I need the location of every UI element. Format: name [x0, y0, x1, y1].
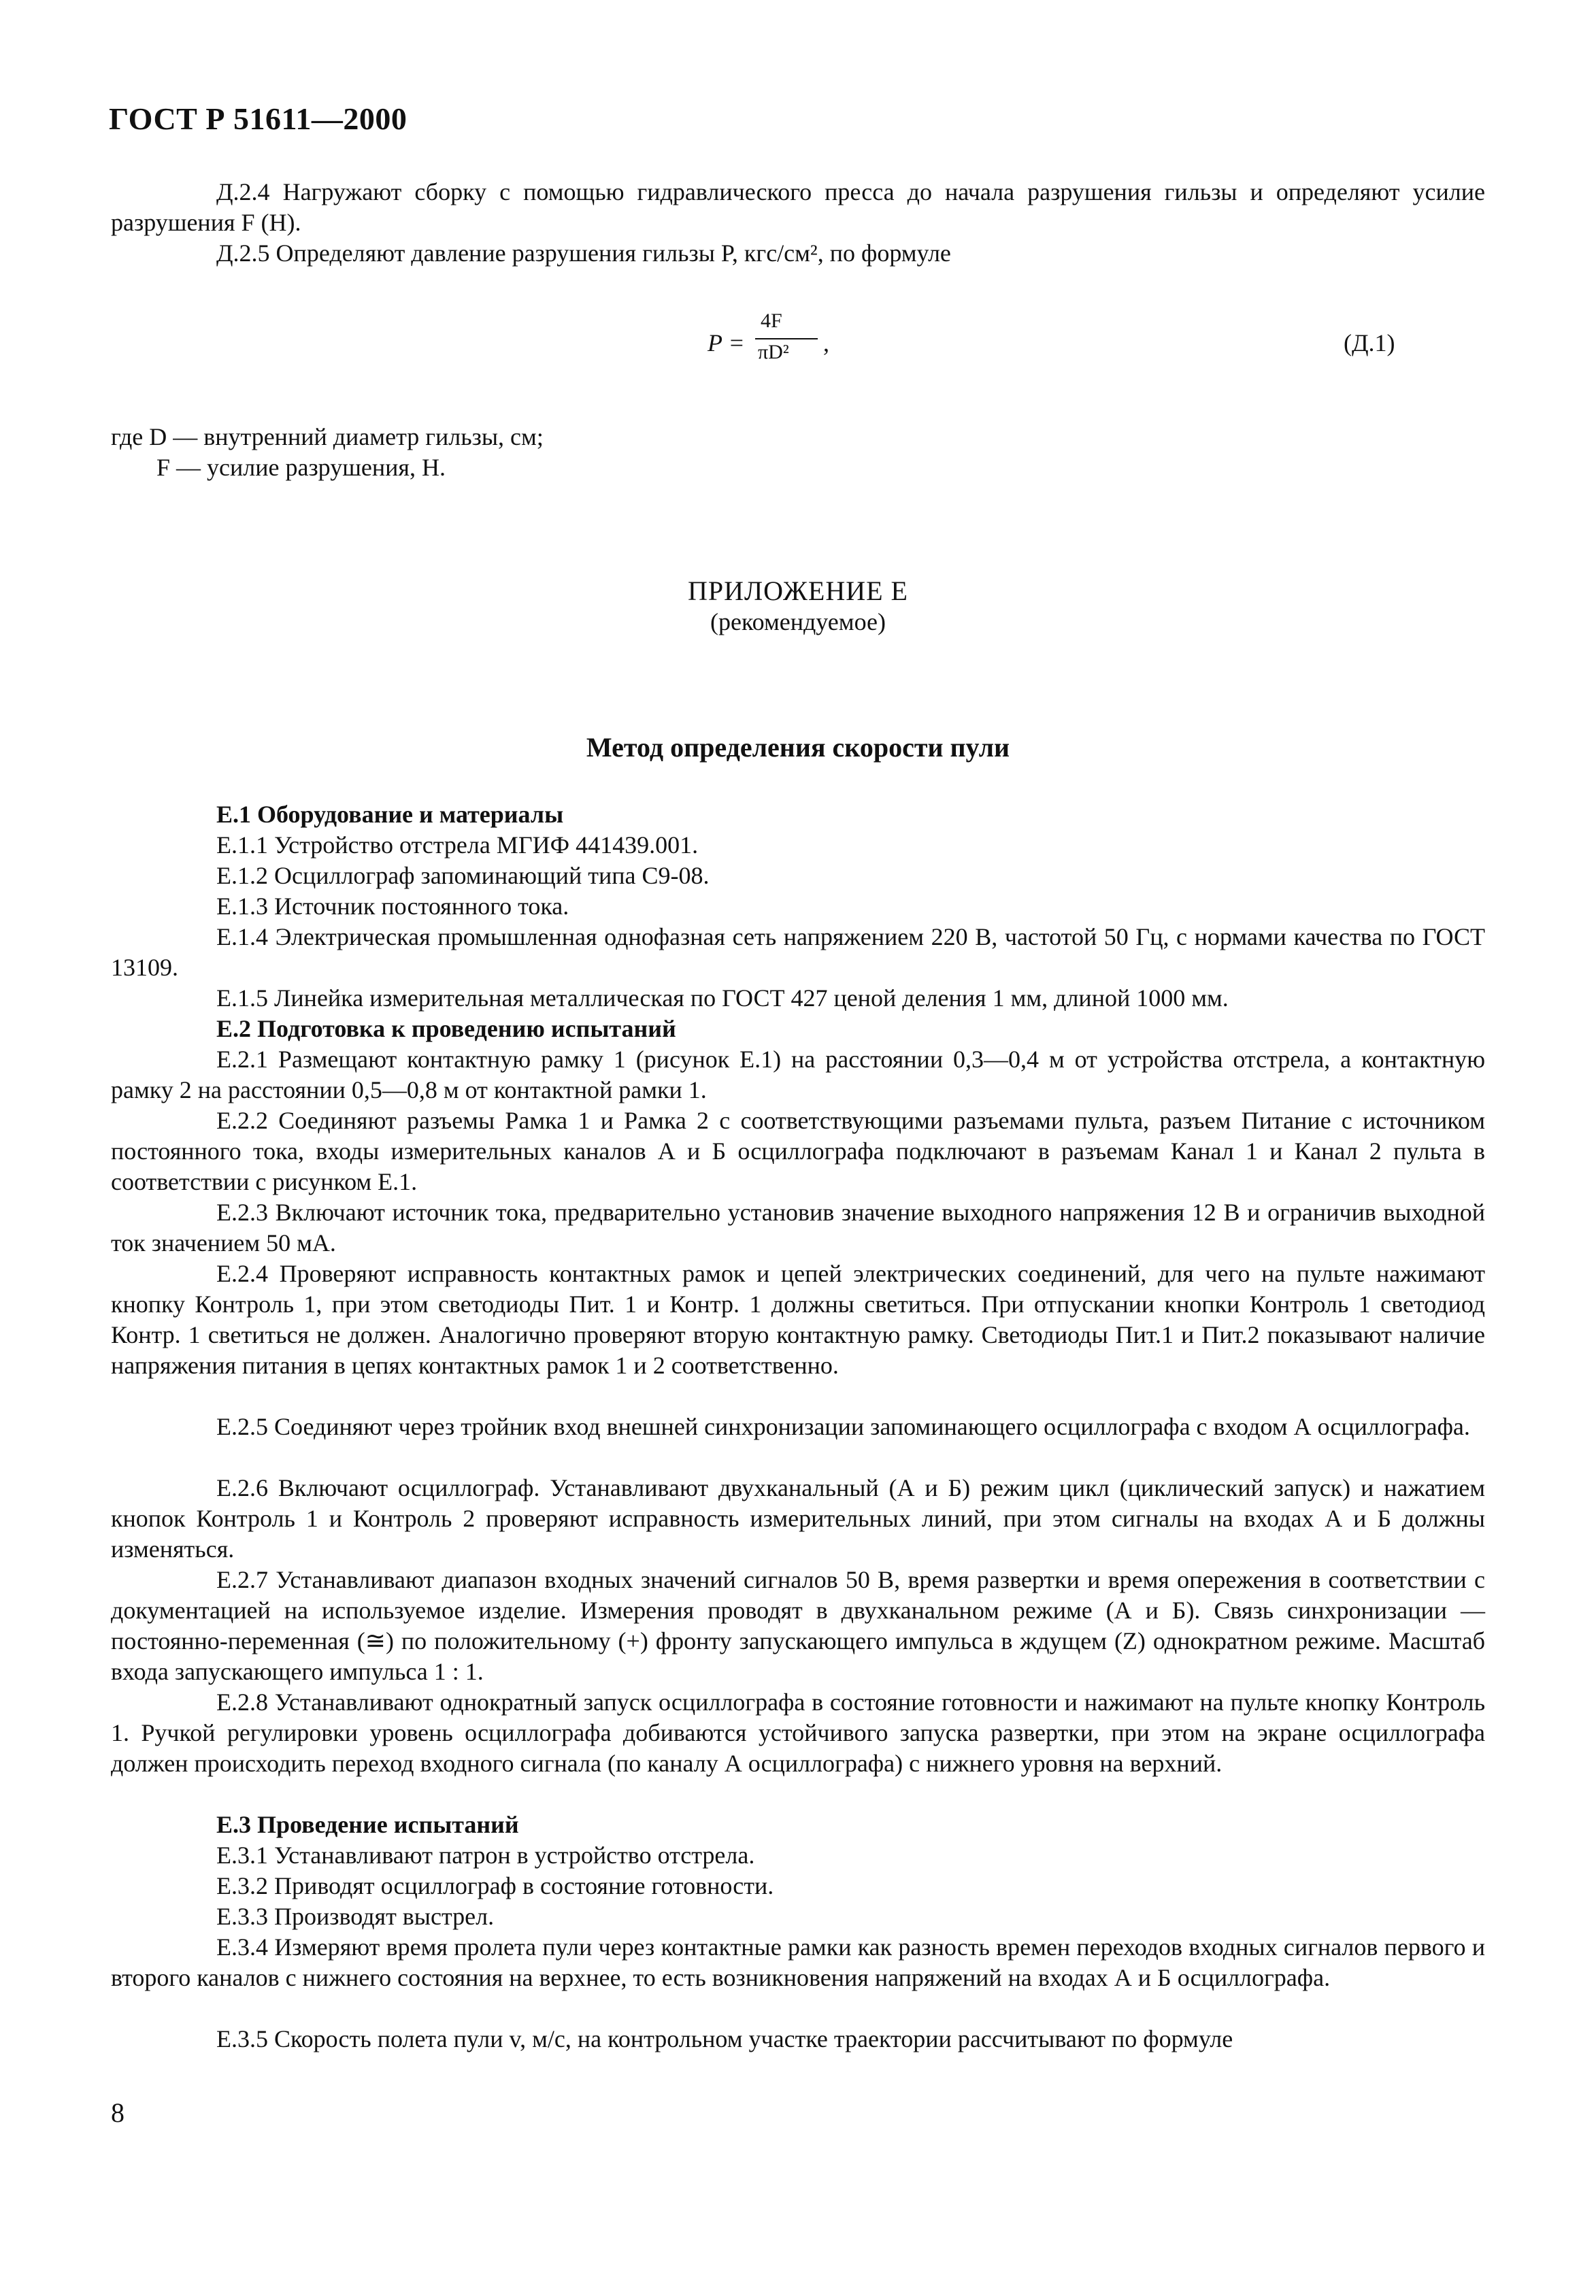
- clause-e-3-5: Е.3.5 Скорость полета пули v, м/с, на контрольном участке траектории рассчитывают по формуле: [216, 2025, 1233, 2052]
- document-header: ГОСТ Р 51611—2000: [109, 101, 408, 136]
- clause-e-2-7: Е.2.7 Устанавливают диапазон входных значений сигналов 50 В, время развертки и время опережения в соответствии с документацией на используемое изделие. Измерения проводят в двухканальном режиме (А и Б). Связь синхронизации — постоянно-переменная (≅) по положительному (+) фронту запускающего импульса в ждущем (Z) однократном режиме. Масштаб входа запускающего импульса 1 : 1.: [111, 1566, 1485, 1685]
- formula-comma: ,: [823, 329, 829, 356]
- clause-e-2-3: Е.2.3 Включают источник тока, предварительно установив значение выходного напряжения 12 В и ограничив выходной ток значением 50 мА.: [111, 1199, 1485, 1257]
- clause-e-3-4: Е.3.4 Измеряют время пролета пули через контактные рамки как разность времен переходов входных сигналов первого и второго каналов с нижнего состояния на верхнее, то есть возникновения напряжений на входах А и Б осциллографа.: [111, 1933, 1485, 1991]
- clause-d-2-5: Д.2.5 Определяют давление разрушения гильзы P, кгс/см², по формуле: [216, 239, 951, 267]
- clause-e-2-6: Е.2.6 Включают осциллограф. Устанавливают двухканальный (А и Б) режим цикл (циклический запуск) и нажатием кнопок Контроль 1 и Контроль 2 проверяют исправность измерительных линий, при этом сигналы на входах А и Б должны изменяться.: [111, 1474, 1485, 1563]
- formula-number: (Д.1): [1344, 329, 1395, 356]
- clause-e-1-2: Е.1.2 Осциллограф запоминающий типа С9-08.: [216, 862, 710, 889]
- clause-e-1-1: Е.1.1 Устройство отстрела МГИФ 441439.001.: [216, 831, 699, 859]
- formula-numerator: 4F: [761, 310, 782, 332]
- clause-e-2-2: Е.2.2 Соединяют разъемы Рамка 1 и Рамка 2 с соответствующими разъемами пульта, разъем Питание с источником постоянного тока, входы измерительных каналов А и Б осциллографа подключают в разъемам Канал 1 и Канал 2 пульта в соответствии с рисунком Е.1.: [111, 1107, 1485, 1195]
- section-e1-heading: Е.1 Оборудование и материалы: [216, 801, 564, 828]
- clause-e-3-2: Е.3.2 Приводят осциллограф в состояние готовности.: [216, 1872, 774, 1899]
- appendix-subtitle: (рекомендуемое): [710, 608, 886, 635]
- where-d: где D — внутренний диаметр гильзы, см;: [111, 423, 544, 450]
- clause-e-2-4: Е.2.4 Проверяют исправность контактных рамок и цепей электрических соединений, для чего на пульте нажимают кнопку Контроль 1, при этом светодиоды Пит. 1 и Контр. 1 должны светиться. При отпускании кнопки Контроль 1 светодиод Контр. 1 светиться не должен. Аналогично проверяют вторую контактную рамку. Светодиоды Пит.1 и Пит.2 показывают наличие напряжения питания в цепях контактных рамок 1 и 2 соответственно.: [111, 1260, 1485, 1379]
- clause-e-1-5: Е.1.5 Линейка измерительная металлическая по ГОСТ 427 ценой деления 1 мм, длиной 1000 мм.: [216, 984, 1229, 1012]
- clause-e-3-3: Е.3.3 Производят выстрел.: [216, 1903, 495, 1930]
- page-number: 8: [111, 2097, 124, 2128]
- clause-e-3-1: Е.3.1 Устанавливают патрон в устройство отстрела.: [216, 1842, 755, 1869]
- clause-e-1-3: Е.1.3 Источник постоянного тока.: [216, 893, 569, 920]
- formula-denominator: πD²: [758, 341, 789, 363]
- clause-e-2-1: Е.2.1 Размещают контактную рамку 1 (рисунок Е.1) на расстоянии 0,3—0,4 м от устройства отстрела, а контактную рамку 2 на расстоянии 0,5—0,8 м от контактной рамки 1.: [111, 1046, 1485, 1103]
- section-e2-heading: Е.2 Подготовка к проведению испытаний: [216, 1015, 676, 1042]
- appendix-title: ПРИЛОЖЕНИЕ Е: [688, 576, 908, 606]
- method-title: Метод определения скорости пули: [586, 732, 1010, 763]
- section-e3-heading: Е.3 Проведение испытаний: [216, 1811, 519, 1838]
- fraction-bar: [755, 338, 818, 339]
- formula-lhs: P =: [708, 329, 745, 356]
- clause-e-2-8: Е.2.8 Устанавливают однократный запуск осциллографа в состояние готовности и нажимают на пульте кнопку Контроль 1. Ручкой регулировки уровень осциллографа добиваются устойчивого запуска развертки, при этом на экране осциллографа должен происходить переход входного сигнала (по каналу А осциллографа) с нижнего уровня на верхний.: [111, 1688, 1485, 1777]
- clause-d-2-4: Д.2.4 Нагружают сборку с помощью гидравлического пресса до начала разрушения гильзы и определяют усилие разрушения F (H).: [111, 178, 1485, 236]
- where-f: F — усилие разрушения, Н.: [156, 454, 446, 481]
- clause-e-1-4: Е.1.4 Электрическая промышленная однофазная сеть напряжением 220 В, частотой 50 Гц, с нормами качества по ГОСТ 13109.: [111, 923, 1485, 981]
- clause-e-2-5: Е.2.5 Соединяют через тройник вход внешней синхронизации запоминающего осциллографа с входом А осциллографа.: [216, 1413, 1470, 1440]
